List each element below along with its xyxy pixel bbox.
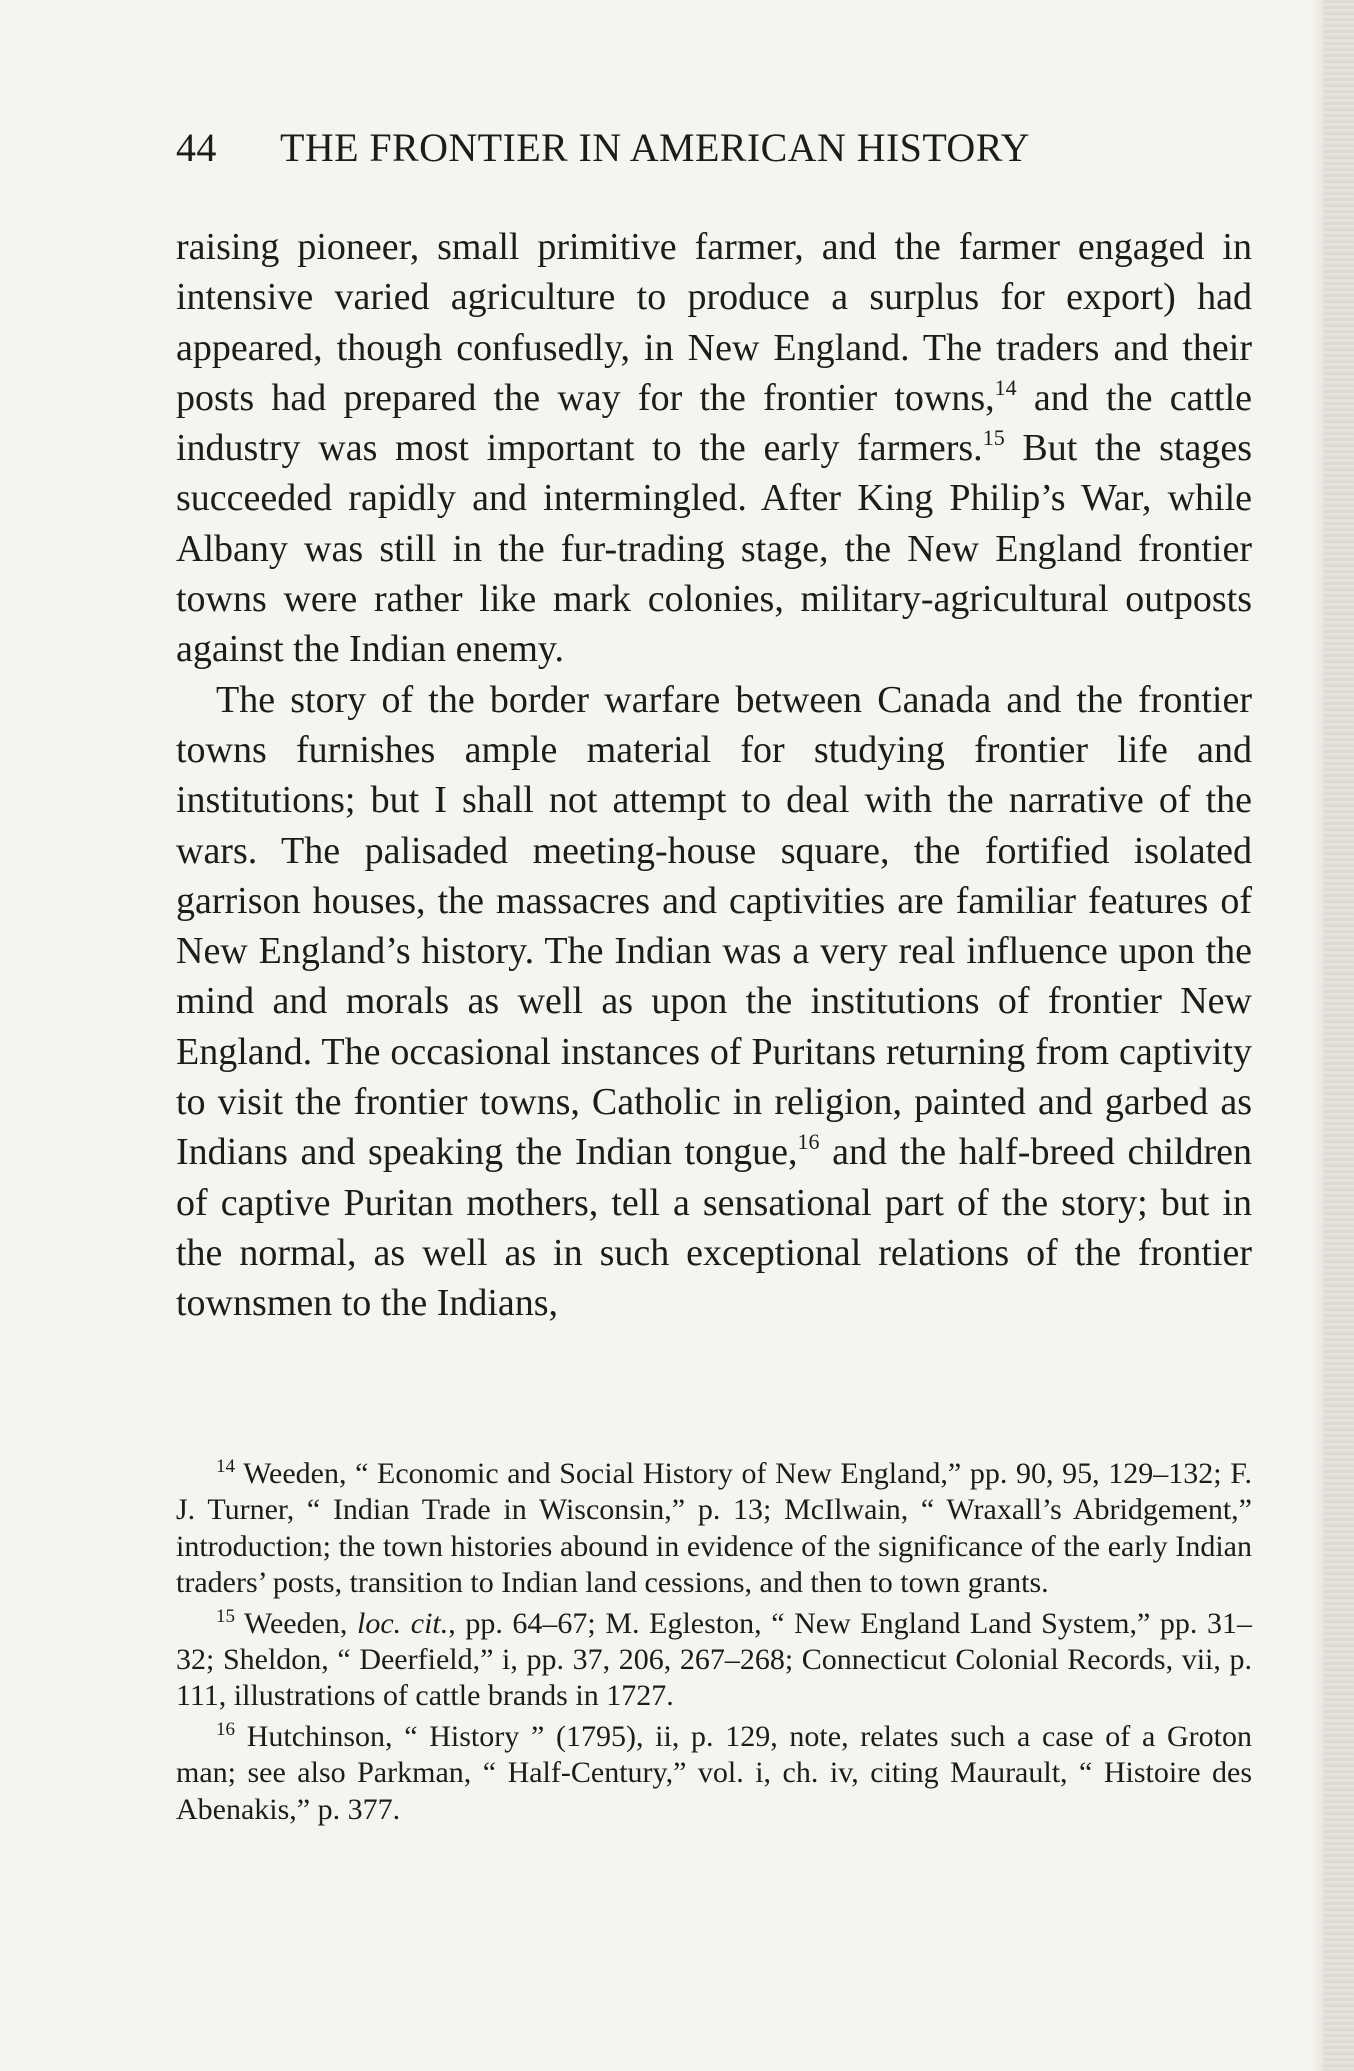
paragraph-1-text-b: and the cattle industry was most important to the early farmers.: [176, 376, 1253, 470]
footnote-15: [176, 1606, 1252, 1715]
paragraph-1-text-a: raising pioneer, small primitive farmer, and the farmer engaged in intensive varied agriculture to produce a surplus for export) had appeared, though confusedly, in New England. The traders and their posts had prepared the way for the frontier towns,: [176, 226, 1252, 419]
paragraph-2-text-b: and the half-breed children of captive Puritan mothers, tell a sensational part of the story; but in the normal, as well as in such exceptional relations of the frontier townsmen to the Indians,: [176, 1131, 1252, 1325]
body-text: [176, 222, 1252, 1329]
footnote-16-number: 16: [216, 1718, 235, 1740]
paragraph-2: [176, 675, 1252, 1329]
footnote-ref-14: 14: [994, 374, 1017, 400]
running-title: THE FRONTIER IN AMERICAN HISTORY: [280, 125, 1030, 170]
footnote-16-text: Hutchinson, “ History ” (1795), ii, p. 129, note, relates such a case of a Groton man; see also Parkman, “ Half-Century,” vol. i, ch. iv, citing Maurault, “ Histoire des Abenakis,” p. 377.: [176, 1719, 1252, 1826]
footnote-15-text-italic: loc. cit.: [357, 1606, 449, 1640]
footnote-14-text: Weeden, “ Economic and Social History of New England,” pp. 90, 95, 129–132; F. J. Turner, “ Indian Trade in Wisconsin,” p. 13; McIlwain, “ Wraxall’s Abridgement,” introduction; the town histories abound in evidence of the significance of the early Indian traders’ posts, transition to Indian land cessions, and then to town grants.: [176, 1457, 1252, 1600]
paragraph-1: [176, 222, 1252, 675]
page-number: 44: [176, 125, 217, 170]
footnote-15-text-a: Weeden,: [235, 1606, 358, 1640]
paragraph-1-text-c: But the stages succeeded rapidly and intermingled. After King Philip’s War, while Albany was still in the fur-trading stage, the New England frontier towns were rather like mark colonies, military-agricultural outposts against the Indian enemy.: [176, 427, 1252, 671]
footnote-14-number: 14: [216, 1456, 235, 1477]
footnote-ref-15: 15: [982, 425, 1005, 451]
footnote-14: [176, 1456, 1252, 1602]
footnote-16: [176, 1719, 1252, 1828]
footnote-ref-16: 16: [797, 1129, 820, 1155]
running-head: [176, 124, 1266, 171]
page-edge-shadow: [1312, 0, 1324, 2071]
footnote-15-number: 15: [216, 1605, 235, 1627]
footnote-15-text-c: , pp. 64–67; M. Egleston, “ New England Land System,” pp. 31–32; Sheldon, “ Deerfield,” i, pp. 37, 206, 267–268; Connecticut Colonial Records, vii, p. 111, illustrations of cattle brands in 1727.: [176, 1606, 1253, 1713]
paragraph-2-text-a: The story of the border warfare between Canada and the frontier towns furnishes ample material for studying frontier life and institutions; but I shall not attempt to deal with the narrative of the wars. The palisaded meeting-house square, the fortified isolated garrison houses, the massacres and captivities are familiar features of New England’s history. The Indian was a very real influence upon the mind and morals as well as upon the institutions of frontier New England. The occasional instances of Puritans returning from captivity to visit the frontier towns, Catholic in religion, painted and garbed as Indians and speaking the Indian tongue,: [176, 678, 1252, 1174]
footnotes: [176, 1456, 1252, 1832]
page-edge-strip: [1324, 0, 1354, 2071]
